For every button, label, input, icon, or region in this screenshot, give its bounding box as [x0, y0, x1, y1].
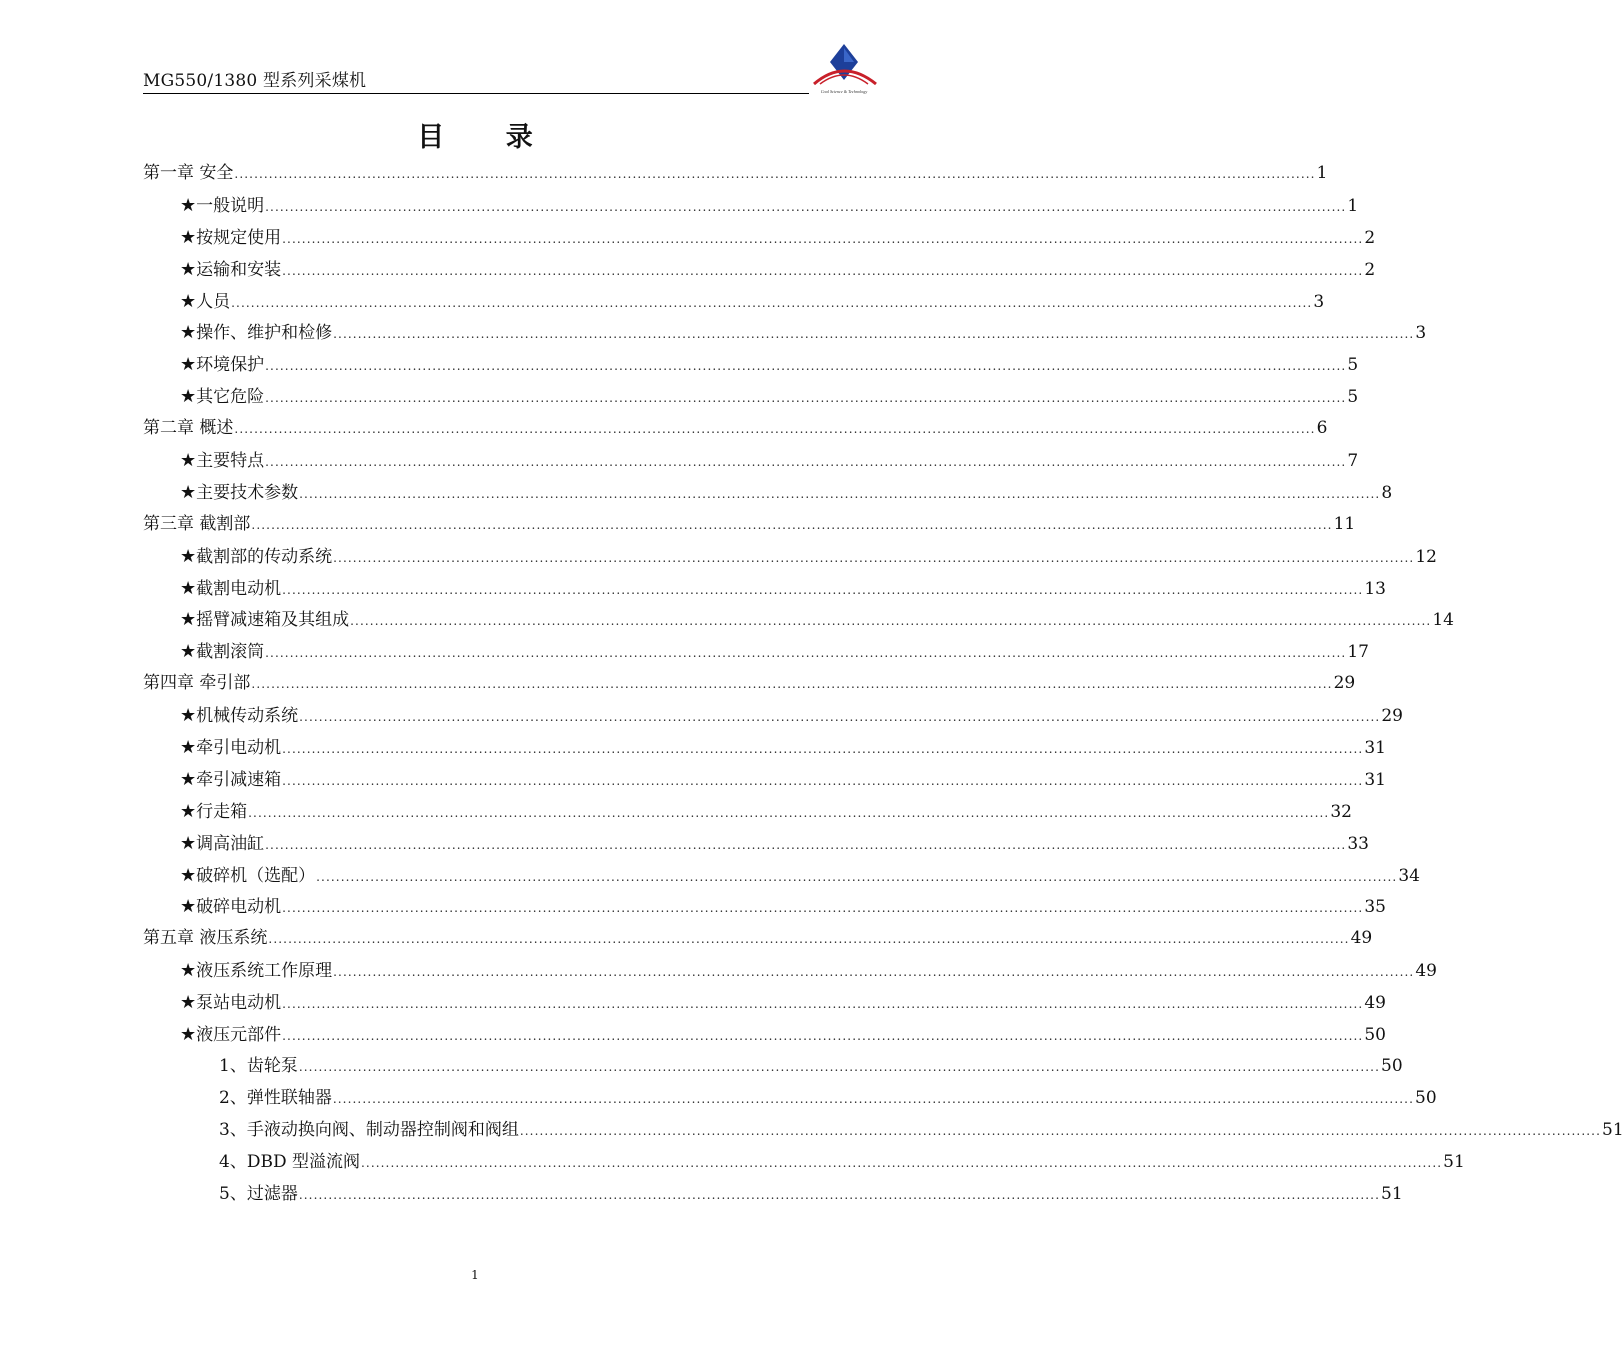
toc-page-number: 34 — [1398, 865, 1420, 886]
toc-page-number: 12 — [1415, 546, 1437, 567]
toc-page-number: 35 — [1364, 897, 1386, 918]
toc-entry-text: 行走箱 — [196, 801, 248, 822]
toc-entry[interactable] — [143, 1051, 1403, 1083]
toc-dot-leader: ............................................................................................................................................................................................................................ — [282, 263, 1364, 278]
toc-entry[interactable] — [143, 477, 1393, 509]
toc-entry[interactable] — [143, 509, 1356, 541]
toc-entry[interactable] — [143, 158, 1328, 190]
toc-dot-leader: ............................................................................................................................................................................................................................ — [282, 742, 1364, 757]
logo-caption: Coal Science & Technology — [820, 89, 868, 94]
toc-dot-leader: ............................................................................................................................................................................................................................ — [282, 1029, 1364, 1044]
toc-entry-text: 机械传动系统 — [196, 706, 299, 727]
toc-dot-leader: ............................................................................................................................................................................................................................ — [265, 837, 1347, 852]
toc-page-number: 33 — [1347, 833, 1369, 854]
star-bullet-icon: ★ — [180, 545, 197, 567]
star-bullet-icon: ★ — [180, 226, 197, 248]
toc-page-number: 3 — [1313, 291, 1325, 312]
company-logo — [806, 40, 882, 96]
toc-dot-leader: ............................................................................................................................................................................................................................ — [234, 167, 1316, 181]
toc-page-number: 50 — [1381, 1055, 1403, 1076]
toc-entry[interactable] — [143, 349, 1359, 381]
toc-dot-leader: ............................................................................................................................................................................................................................ — [360, 1155, 1443, 1170]
star-bullet-icon: ★ — [180, 194, 197, 216]
toc-entry-text: 第四章 牵引部 — [143, 673, 251, 694]
toc-page-number: 3 — [1415, 323, 1427, 344]
toc-entry[interactable] — [143, 987, 1386, 1019]
toc-dot-leader: ............................................................................................................................................................................................................................ — [333, 965, 1415, 980]
toc-dot-leader: ............................................................................................................................................................................................................................ — [248, 805, 1330, 820]
star-bullet-icon: ★ — [180, 481, 197, 503]
toc-dot-leader: ............................................................................................................................................................................................................................ — [265, 359, 1347, 374]
toc-entry-text: 一般说明 — [196, 195, 265, 216]
toc-entry-text: 调高油缸 — [196, 833, 265, 854]
toc-dot-leader: ............................................................................................................................................................................................................................ — [251, 677, 1333, 692]
toc-entry[interactable] — [143, 732, 1386, 764]
toc-dot-leader: ............................................................................................................................................................................................................................ — [265, 646, 1347, 661]
toc-page-number: 6 — [1316, 418, 1328, 439]
star-bullet-icon: ★ — [180, 290, 197, 312]
toc-entry[interactable] — [143, 828, 1369, 860]
toc-entry-text: 破碎电动机 — [196, 897, 282, 918]
toc-page-number: 14 — [1432, 610, 1454, 631]
toc-page-number: 11 — [1333, 513, 1356, 534]
toc-entry-text: 第五章 液压系统 — [143, 928, 268, 949]
toc-dot-leader: ............................................................................................................................................................................................................................ — [299, 486, 1381, 501]
star-bullet-icon: ★ — [180, 960, 197, 982]
toc-entry-text: 按规定使用 — [196, 227, 282, 248]
toc-dot-leader: ............................................................................................................................................................................................................................ — [282, 997, 1364, 1012]
star-bullet-icon: ★ — [180, 896, 197, 918]
toc-entry-text: 2、弹性联轴器 — [219, 1087, 332, 1108]
toc-entry-text: 运输和安装 — [196, 259, 282, 280]
toc-entry-text: 3、手液动换向阀、制动器控制阀和阀组 — [219, 1119, 519, 1140]
toc-page-number: 5 — [1347, 387, 1359, 408]
toc-dot-leader: ............................................................................................................................................................................................................................ — [282, 231, 1364, 246]
toc-entry-text: 主要特点 — [196, 451, 265, 472]
star-bullet-icon: ★ — [180, 832, 197, 854]
toc-entry[interactable] — [143, 1083, 1437, 1115]
header-rule — [143, 93, 809, 94]
toc-page-number: 17 — [1347, 642, 1369, 663]
toc-entry-text: 液压系统工作原理 — [196, 961, 333, 982]
toc-dot-leader: ............................................................................................................................................................................................................................ — [298, 1187, 1381, 1202]
star-bullet-icon: ★ — [180, 992, 197, 1014]
toc-entry[interactable] — [143, 1179, 1403, 1211]
star-bullet-icon: ★ — [180, 354, 197, 376]
toc-entry-text: 液压元部件 — [196, 1025, 282, 1046]
toc-entry-text: 牵引减速箱 — [196, 769, 282, 790]
toc-entry-text: 截割部的传动系统 — [196, 546, 333, 567]
running-header-title: MG550/1380 型系列采煤机 — [143, 71, 367, 91]
toc-page-number: 51 — [1602, 1119, 1624, 1140]
toc-entry-text: 截割滚筒 — [196, 642, 265, 663]
toc-page-number: 1 — [1316, 163, 1328, 183]
table-of-contents — [143, 158, 1624, 1210]
toc-page-number: 7 — [1347, 451, 1359, 472]
page-number: 1 — [471, 1268, 479, 1282]
toc-entry-text: 泵站电动机 — [196, 993, 282, 1014]
toc-entry-text: 主要技术参数 — [196, 482, 299, 503]
toc-title: 目 录 — [417, 122, 559, 153]
toc-entry[interactable] — [143, 636, 1369, 668]
toc-page-number: 31 — [1364, 738, 1386, 759]
toc-entry[interactable] — [143, 764, 1386, 796]
toc-page-number: 50 — [1415, 1087, 1437, 1108]
toc-page-number: 5 — [1347, 355, 1359, 376]
toc-dot-leader: ............................................................................................................................................................................................................................ — [332, 1091, 1415, 1106]
toc-entry-text: 5、过滤器 — [219, 1183, 298, 1204]
toc-entry[interactable] — [143, 254, 1376, 286]
toc-entry[interactable] — [143, 1019, 1386, 1051]
toc-entry[interactable] — [143, 222, 1376, 254]
toc-dot-leader: ............................................................................................................................................................................................................................ — [282, 582, 1364, 597]
toc-entry-text: 操作、维护和检修 — [196, 323, 333, 344]
toc-entry-text: 1、齿轮泵 — [219, 1055, 298, 1076]
star-bullet-icon: ★ — [180, 800, 197, 822]
star-bullet-icon: ★ — [180, 386, 197, 408]
toc-entry[interactable] — [143, 413, 1328, 445]
toc-dot-leader: ............................................................................................................................................................................................................................ — [231, 295, 1313, 310]
toc-entry[interactable] — [143, 573, 1386, 605]
star-bullet-icon: ★ — [180, 609, 197, 631]
toc-entry[interactable] — [143, 381, 1359, 413]
toc-page-number: 49 — [1350, 928, 1373, 949]
toc-dot-leader: ............................................................................................................................................................................................................................ — [298, 1059, 1381, 1074]
toc-page-number: 51 — [1443, 1151, 1465, 1172]
toc-page-number: 49 — [1415, 961, 1437, 982]
toc-entry-text: 环境保护 — [196, 355, 265, 376]
toc-dot-leader: ............................................................................................................................................................................................................................ — [265, 391, 1347, 406]
toc-page-number: 50 — [1364, 1025, 1386, 1046]
toc-dot-leader: ............................................................................................................................................................................................................................ — [265, 455, 1347, 470]
toc-page-number: 32 — [1330, 801, 1352, 822]
toc-entry-text: 人员 — [196, 291, 231, 312]
toc-entry-text: 摇臂减速箱及其组成 — [196, 610, 350, 631]
toc-dot-leader: ............................................................................................................................................................................................................................ — [268, 932, 1350, 947]
toc-entry[interactable] — [143, 668, 1356, 700]
toc-dot-leader: ............................................................................................................................................................................................................................ — [265, 199, 1347, 214]
toc-dot-leader: ............................................................................................................................................................................................................................ — [316, 869, 1398, 884]
toc-page-number: 2 — [1364, 227, 1376, 248]
toc-entry-text: 牵引电动机 — [196, 738, 282, 759]
toc-page-number: 49 — [1364, 993, 1386, 1014]
toc-dot-leader: ............................................................................................................................................................................................................................ — [333, 327, 1415, 342]
toc-entry[interactable] — [143, 445, 1359, 477]
toc-entry-text: 其它危险 — [196, 387, 265, 408]
toc-page-number: 8 — [1381, 482, 1393, 503]
toc-dot-leader: ............................................................................................................................................................................................................................ — [333, 550, 1415, 565]
toc-entry[interactable] — [143, 891, 1386, 923]
toc-dot-leader: ............................................................................................................................................................................................................................ — [299, 710, 1381, 725]
toc-page-number: 51 — [1381, 1183, 1403, 1204]
star-bullet-icon: ★ — [180, 577, 197, 599]
toc-entry[interactable] — [143, 604, 1454, 636]
star-bullet-icon: ★ — [180, 1024, 197, 1046]
toc-entry[interactable] — [143, 796, 1352, 828]
toc-entry[interactable] — [143, 923, 1373, 955]
toc-entry[interactable] — [143, 955, 1437, 987]
toc-page-number: 29 — [1381, 706, 1403, 727]
toc-entry[interactable] — [143, 286, 1325, 318]
toc-page-number: 2 — [1364, 259, 1376, 280]
toc-entry[interactable] — [143, 860, 1420, 892]
toc-page-number: 31 — [1364, 769, 1386, 790]
toc-entry[interactable] — [143, 1147, 1465, 1179]
toc-entry-text: 截割电动机 — [196, 578, 282, 599]
toc-entry-text: 4、DBD 型溢流阀 — [219, 1151, 360, 1172]
toc-entry-text: 破碎机（选配） — [196, 865, 316, 886]
toc-dot-leader: ............................................................................................................................................................................................................................ — [282, 901, 1364, 916]
star-bullet-icon: ★ — [180, 641, 197, 663]
toc-dot-leader: ............................................................................................................................................................................................................................ — [519, 1123, 1602, 1138]
star-bullet-icon: ★ — [180, 258, 197, 280]
star-bullet-icon: ★ — [180, 705, 197, 727]
toc-entry[interactable] — [143, 190, 1359, 222]
toc-page-number: 29 — [1333, 673, 1356, 694]
toc-entry[interactable] — [143, 317, 1427, 349]
star-bullet-icon: ★ — [180, 768, 197, 790]
toc-dot-leader: ............................................................................................................................................................................................................................ — [251, 517, 1333, 532]
star-bullet-icon: ★ — [180, 737, 197, 759]
toc-entry-text: 第二章 概述 — [143, 418, 234, 439]
toc-dot-leader: ............................................................................................................................................................................................................................ — [350, 614, 1432, 629]
toc-entry[interactable] — [143, 700, 1403, 732]
toc-entry[interactable] — [143, 1115, 1624, 1147]
toc-page-number: 13 — [1364, 578, 1386, 599]
star-bullet-icon: ★ — [180, 864, 197, 886]
toc-entry-text: 第三章 截割部 — [143, 513, 251, 534]
toc-dot-leader: ............................................................................................................................................................................................................................ — [234, 422, 1316, 437]
toc-entry-text: 第一章 安全 — [143, 163, 234, 183]
toc-entry[interactable] — [143, 541, 1437, 573]
star-bullet-icon: ★ — [180, 450, 197, 472]
toc-dot-leader: ............................................................................................................................................................................................................................ — [282, 773, 1364, 788]
star-bullet-icon: ★ — [180, 322, 197, 344]
toc-page-number: 1 — [1347, 195, 1359, 216]
